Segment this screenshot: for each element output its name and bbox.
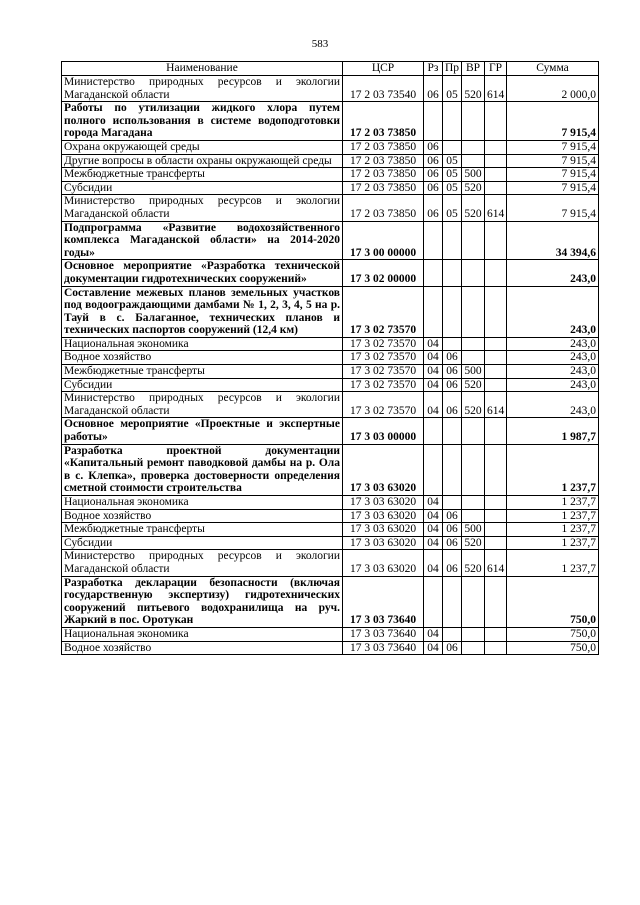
cell-sum: 243,0: [507, 365, 599, 379]
cell-sum: 243,0: [507, 337, 599, 351]
cell-rz: [424, 286, 443, 337]
cell-csr: 17 3 02 00000: [343, 260, 424, 286]
table-row: [62, 378, 599, 392]
cell-rz: 04: [424, 627, 443, 641]
cell-name: Водное хозяйство: [62, 509, 343, 523]
cell-sum: 34 394,6: [507, 221, 599, 260]
cell-vr: [462, 102, 485, 141]
cell-csr: 17 3 03 00000: [343, 418, 424, 444]
cell-pr: 05: [443, 168, 462, 182]
cell-name: Субсидии: [62, 536, 343, 550]
cell-csr: 17 2 03 73850: [343, 102, 424, 141]
table-row: [62, 418, 599, 444]
cell-vr: [462, 496, 485, 510]
cell-rz: 06: [424, 140, 443, 154]
cell-csr: 17 2 03 73850: [343, 181, 424, 195]
cell-name: Министерство природных ресурсов и экологии Магаданской области: [62, 195, 343, 221]
cell-csr: 17 2 03 73850: [343, 195, 424, 221]
cell-sum: 7 915,4: [507, 140, 599, 154]
table-body: [62, 76, 599, 655]
cell-gr: [485, 140, 507, 154]
cell-sum: 1 237,7: [507, 536, 599, 550]
cell-name: Национальная экономика: [62, 337, 343, 351]
cell-name: Работы по утилизации жидкого хлора путем полного использования в системе водоподготовки города Магадана: [62, 102, 343, 141]
cell-name: Национальная экономика: [62, 496, 343, 510]
cell-pr: 06: [443, 351, 462, 365]
table-row: [62, 351, 599, 365]
cell-vr: [462, 351, 485, 365]
cell-rz: 04: [424, 509, 443, 523]
cell-csr: 17 3 03 73640: [343, 641, 424, 655]
cell-rz: [424, 444, 443, 495]
cell-gr: 614: [485, 76, 507, 102]
cell-gr: 614: [485, 195, 507, 221]
cell-rz: [424, 418, 443, 444]
table-row: [62, 168, 599, 182]
cell-sum: 1 237,7: [507, 509, 599, 523]
header-sum: Сумма: [507, 62, 599, 76]
cell-vr: 520: [462, 550, 485, 576]
cell-sum: 750,0: [507, 641, 599, 655]
table-row: [62, 260, 599, 286]
cell-pr: 06: [443, 392, 462, 418]
cell-sum: 1 237,7: [507, 444, 599, 495]
cell-csr: 17 3 03 63020: [343, 550, 424, 576]
cell-pr: 06: [443, 365, 462, 379]
cell-pr: [443, 496, 462, 510]
cell-vr: [462, 576, 485, 627]
cell-name: Межбюджетные трансферты: [62, 365, 343, 379]
cell-name: Субсидии: [62, 181, 343, 195]
cell-vr: 500: [462, 523, 485, 537]
table-row: [62, 140, 599, 154]
cell-name: Межбюджетные трансферты: [62, 523, 343, 537]
cell-sum: 1 237,7: [507, 523, 599, 537]
cell-gr: 614: [485, 550, 507, 576]
cell-rz: [424, 576, 443, 627]
cell-rz: 04: [424, 337, 443, 351]
cell-csr: 17 3 03 73640: [343, 576, 424, 627]
cell-pr: [443, 102, 462, 141]
cell-gr: [485, 496, 507, 510]
cell-gr: [485, 168, 507, 182]
cell-rz: 04: [424, 378, 443, 392]
cell-pr: 06: [443, 641, 462, 655]
cell-sum: 7 915,4: [507, 181, 599, 195]
cell-vr: [462, 286, 485, 337]
cell-name: Разработка декларации безопасности (включая государственную экспертизу) гидротехнических сооружений питьевого водохранилища на руч. Жаркий в пос. Оротукан: [62, 576, 343, 627]
cell-gr: [485, 260, 507, 286]
budget-table: [61, 61, 599, 655]
cell-sum: 243,0: [507, 378, 599, 392]
cell-csr: 17 3 03 63020: [343, 444, 424, 495]
cell-sum: 1 237,7: [507, 496, 599, 510]
cell-rz: 04: [424, 351, 443, 365]
cell-vr: 520: [462, 378, 485, 392]
table-row: [62, 365, 599, 379]
cell-gr: [485, 286, 507, 337]
cell-sum: 750,0: [507, 627, 599, 641]
cell-rz: [424, 221, 443, 260]
cell-rz: 04: [424, 392, 443, 418]
cell-sum: 1 987,7: [507, 418, 599, 444]
header-gr: ГР: [485, 62, 507, 76]
cell-csr: 17 2 03 73850: [343, 140, 424, 154]
table-row: [62, 195, 599, 221]
table-row: [62, 496, 599, 510]
cell-name: Водное хозяйство: [62, 351, 343, 365]
cell-vr: 520: [462, 392, 485, 418]
cell-pr: 05: [443, 76, 462, 102]
cell-pr: 06: [443, 523, 462, 537]
cell-vr: [462, 221, 485, 260]
cell-gr: [485, 418, 507, 444]
cell-pr: 06: [443, 550, 462, 576]
cell-csr: 17 3 03 63020: [343, 536, 424, 550]
cell-pr: [443, 576, 462, 627]
table-row: [62, 627, 599, 641]
table-row: [62, 154, 599, 168]
cell-csr: 17 3 03 63020: [343, 496, 424, 510]
cell-sum: 7 915,4: [507, 154, 599, 168]
header-name: Наименование: [62, 62, 343, 76]
page-number: 583: [311, 38, 329, 50]
cell-name: Водное хозяйство: [62, 641, 343, 655]
cell-vr: [462, 627, 485, 641]
cell-csr: 17 3 02 73570: [343, 337, 424, 351]
cell-pr: [443, 627, 462, 641]
cell-vr: [462, 418, 485, 444]
cell-name: Составление межевых планов земельных участков под водоограждающими дамбами № 1, 2, 3, 4, 5 на р. Тауй в с. Балаганное, технических планов и технических паспортов сооружений (12,4 км): [62, 286, 343, 337]
cell-pr: 05: [443, 195, 462, 221]
cell-rz: 06: [424, 181, 443, 195]
cell-rz: 04: [424, 641, 443, 655]
cell-sum: 243,0: [507, 392, 599, 418]
table-row: [62, 102, 599, 141]
cell-name: Субсидии: [62, 378, 343, 392]
cell-csr: 17 3 02 73570: [343, 351, 424, 365]
cell-csr: 17 3 02 73570: [343, 378, 424, 392]
cell-name: Основное мероприятие «Проектные и экспертные работы»: [62, 418, 343, 444]
cell-rz: 06: [424, 195, 443, 221]
cell-sum: 2 000,0: [507, 76, 599, 102]
cell-csr: 17 3 03 73640: [343, 627, 424, 641]
cell-gr: [485, 536, 507, 550]
cell-sum: 243,0: [507, 286, 599, 337]
cell-gr: [485, 351, 507, 365]
cell-csr: 17 2 03 73850: [343, 168, 424, 182]
cell-csr: 17 3 03 63020: [343, 509, 424, 523]
cell-pr: 06: [443, 378, 462, 392]
table-header-row: [62, 62, 599, 76]
cell-gr: [485, 378, 507, 392]
table-row: [62, 550, 599, 576]
cell-gr: [485, 523, 507, 537]
cell-rz: 04: [424, 523, 443, 537]
table-row: [62, 181, 599, 195]
cell-name: Охрана окружающей среды: [62, 140, 343, 154]
cell-name: Другие вопросы в области охраны окружающей среды: [62, 154, 343, 168]
cell-vr: 500: [462, 365, 485, 379]
cell-sum: 1 237,7: [507, 550, 599, 576]
cell-vr: [462, 444, 485, 495]
cell-rz: 04: [424, 496, 443, 510]
table-row: [62, 392, 599, 418]
cell-gr: [485, 337, 507, 351]
cell-vr: [462, 140, 485, 154]
cell-name: Министерство природных ресурсов и экологии Магаданской области: [62, 550, 343, 576]
table-row: [62, 444, 599, 495]
cell-rz: 06: [424, 154, 443, 168]
cell-gr: [485, 102, 507, 141]
cell-pr: [443, 286, 462, 337]
header-pr: Пр: [443, 62, 462, 76]
cell-vr: [462, 154, 485, 168]
cell-sum: 750,0: [507, 576, 599, 627]
cell-pr: [443, 140, 462, 154]
cell-rz: 06: [424, 168, 443, 182]
cell-sum: 7 915,4: [507, 195, 599, 221]
cell-gr: [485, 627, 507, 641]
cell-gr: [485, 576, 507, 627]
cell-pr: [443, 260, 462, 286]
cell-rz: 06: [424, 76, 443, 102]
cell-pr: [443, 444, 462, 495]
cell-pr: 06: [443, 509, 462, 523]
cell-name: Министерство природных ресурсов и экологии Магаданской области: [62, 76, 343, 102]
cell-name: Основное мероприятие «Разработка технической документации гидротехнических сооружений»: [62, 260, 343, 286]
cell-rz: 04: [424, 365, 443, 379]
table-row: [62, 221, 599, 260]
cell-gr: [485, 444, 507, 495]
cell-csr: 17 3 03 63020: [343, 523, 424, 537]
cell-rz: 04: [424, 550, 443, 576]
cell-vr: [462, 337, 485, 351]
cell-pr: 06: [443, 536, 462, 550]
cell-pr: 05: [443, 181, 462, 195]
cell-sum: 243,0: [507, 260, 599, 286]
cell-name: Подпрограмма «Развитие водохозяйственного комплекса Магаданской области» на 2014-2020 годы»: [62, 221, 343, 260]
table-row: [62, 536, 599, 550]
cell-csr: 17 3 00 00000: [343, 221, 424, 260]
table-row: [62, 641, 599, 655]
cell-rz: [424, 260, 443, 286]
cell-csr: 17 3 02 73570: [343, 392, 424, 418]
cell-name: Разработка проектной документации «Капитальный ремонт паводковой дамбы на р. Ола в с. Клепка», проверка достоверности определения сметной стоимости строительства: [62, 444, 343, 495]
cell-vr: [462, 509, 485, 523]
header-vr: ВР: [462, 62, 485, 76]
table-row: [62, 576, 599, 627]
table-row: [62, 523, 599, 537]
cell-gr: 614: [485, 392, 507, 418]
table-row: [62, 286, 599, 337]
header-csr: ЦСР: [343, 62, 424, 76]
cell-gr: [485, 221, 507, 260]
cell-name: Министерство природных ресурсов и экологии Магаданской области: [62, 392, 343, 418]
cell-vr: 500: [462, 168, 485, 182]
cell-csr: 17 2 03 73850: [343, 154, 424, 168]
cell-vr: 520: [462, 76, 485, 102]
cell-pr: [443, 418, 462, 444]
cell-vr: [462, 260, 485, 286]
header-rz: Рз: [424, 62, 443, 76]
cell-gr: [485, 181, 507, 195]
cell-vr: [462, 641, 485, 655]
cell-sum: 7 915,4: [507, 102, 599, 141]
cell-vr: 520: [462, 181, 485, 195]
cell-name: Национальная экономика: [62, 627, 343, 641]
cell-pr: 05: [443, 154, 462, 168]
cell-csr: 17 3 02 73570: [343, 365, 424, 379]
cell-gr: [485, 365, 507, 379]
cell-csr: 17 2 03 73540: [343, 76, 424, 102]
cell-pr: [443, 221, 462, 260]
cell-pr: [443, 337, 462, 351]
cell-gr: [485, 509, 507, 523]
table-row: [62, 76, 599, 102]
cell-rz: 04: [424, 536, 443, 550]
table-row: [62, 337, 599, 351]
table-row: [62, 509, 599, 523]
cell-gr: [485, 641, 507, 655]
cell-vr: 520: [462, 536, 485, 550]
cell-name: Межбюджетные трансферты: [62, 168, 343, 182]
cell-sum: 243,0: [507, 351, 599, 365]
cell-rz: [424, 102, 443, 141]
cell-vr: 520: [462, 195, 485, 221]
cell-gr: [485, 154, 507, 168]
cell-sum: 7 915,4: [507, 168, 599, 182]
cell-csr: 17 3 02 73570: [343, 286, 424, 337]
